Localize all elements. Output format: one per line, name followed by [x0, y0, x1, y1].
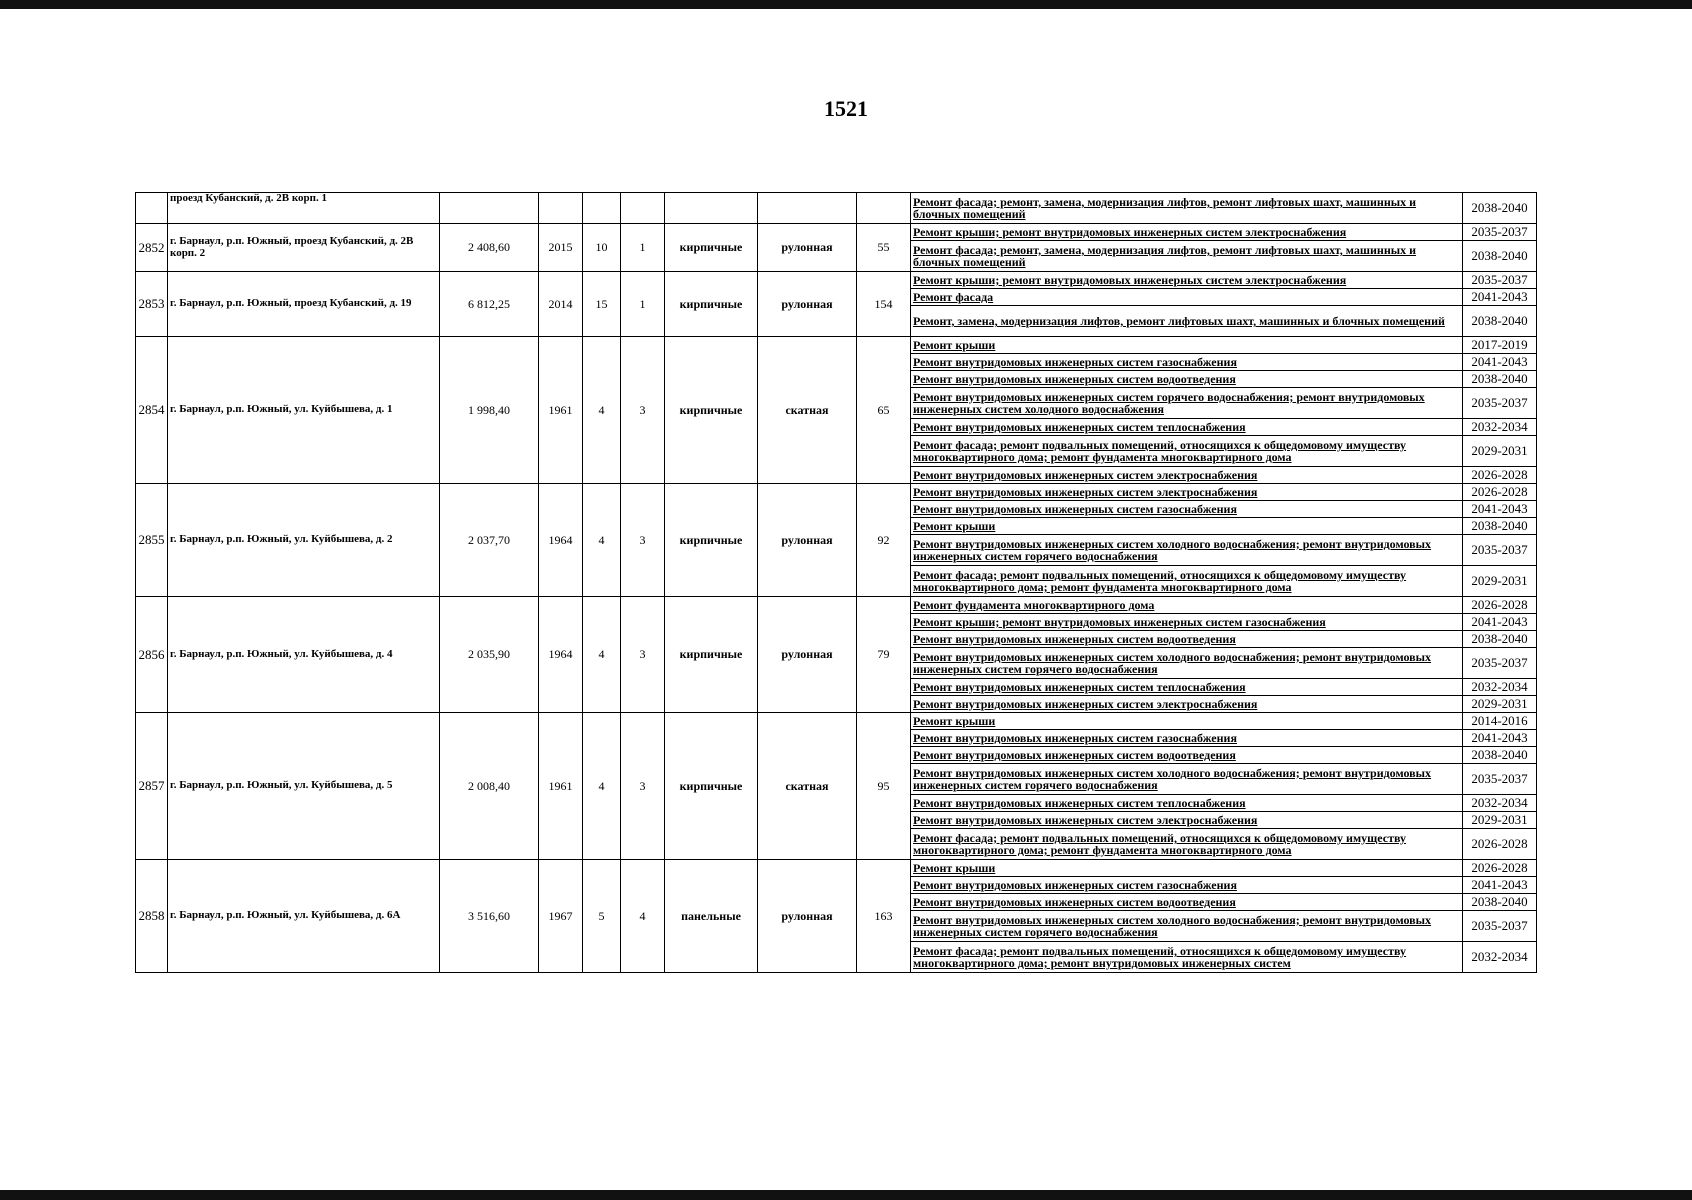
work-description-cell: Ремонт внутридомовых инженерных систем водоотведения [911, 631, 1463, 648]
work-period-cell: 2017-2019 [1463, 337, 1537, 354]
work-period-cell: 2032-2034 [1463, 942, 1537, 973]
work-description-cell: Ремонт крыши; ремонт внутридомовых инженерных систем электроснабжения [911, 272, 1463, 289]
area-cell: 6 812,25 [440, 272, 539, 337]
work-period-cell: 2041-2043 [1463, 730, 1537, 747]
floors-cell: 15 [583, 272, 621, 337]
address-cell: проезд Кубанский, д. 2В корп. 1 [168, 193, 440, 224]
roof-type-cell: скатная [758, 713, 857, 860]
house-number-cell: 2852 [136, 224, 168, 272]
work-period-cell: 2026-2028 [1463, 860, 1537, 877]
area-cell: 3 516,60 [440, 860, 539, 973]
work-period-cell: 2041-2043 [1463, 501, 1537, 518]
work-description-cell: Ремонт внутридомовых инженерных систем газоснабжения [911, 501, 1463, 518]
work-description-cell: Ремонт внутридомовых инженерных систем холодного водоснабжения; ремонт внутридомовых инженерных систем горячего водоснабжения [911, 535, 1463, 566]
entrances-cell: 3 [621, 337, 665, 484]
work-period-cell: 2032-2034 [1463, 795, 1537, 812]
work-period-cell: 2038-2040 [1463, 371, 1537, 388]
year-cell: 1964 [539, 484, 583, 597]
year-cell: 1961 [539, 713, 583, 860]
table-row [136, 597, 1537, 614]
work-period-cell: 2029-2031 [1463, 566, 1537, 597]
area-cell: 2 408,60 [440, 224, 539, 272]
address-cell: г. Барнаул, р.п. Южный, ул. Куйбышева, д. 2 [168, 484, 440, 597]
address-cell: г. Барнаул, р.п. Южный, ул. Куйбышева, д. 6А [168, 860, 440, 973]
work-description-cell: Ремонт крыши [911, 713, 1463, 730]
work-description-cell: Ремонт фасада [911, 289, 1463, 306]
work-description-cell: Ремонт фундамента многоквартирного дома [911, 597, 1463, 614]
house-number-cell: 2856 [136, 597, 168, 713]
roof-type-cell: рулонная [758, 224, 857, 272]
floors-cell [583, 193, 621, 224]
address-cell: г. Барнаул, р.п. Южный, ул. Куйбышева, д. 4 [168, 597, 440, 713]
roof-type-cell [758, 193, 857, 224]
work-period-cell: 2035-2037 [1463, 648, 1537, 679]
work-description-cell: Ремонт крыши [911, 518, 1463, 535]
work-period-cell: 2038-2040 [1463, 631, 1537, 648]
work-period-cell: 2035-2037 [1463, 764, 1537, 795]
work-period-cell: 2041-2043 [1463, 289, 1537, 306]
work-description-cell: Ремонт, замена, модернизация лифтов, ремонт лифтовых шахт, машинных и блочных помещений [911, 306, 1463, 337]
residents-cell: 154 [857, 272, 911, 337]
work-period-cell: 2041-2043 [1463, 877, 1537, 894]
residents-cell: 163 [857, 860, 911, 973]
work-description-cell: Ремонт внутридомовых инженерных систем газоснабжения [911, 354, 1463, 371]
table-row [136, 224, 1537, 241]
entrances-cell: 4 [621, 860, 665, 973]
house-number-cell: 2858 [136, 860, 168, 973]
roof-type-cell: скатная [758, 337, 857, 484]
table-row [136, 272, 1537, 289]
wall-material-cell: кирпичные [665, 272, 758, 337]
work-description-cell: Ремонт внутридомовых инженерных систем горячего водоснабжения; ремонт внутридомовых инженерных систем холодного водоснабжения [911, 388, 1463, 419]
scan-border-bottom [0, 1190, 1692, 1200]
address-cell: г. Барнаул, р.п. Южный, ул. Куйбышева, д. 1 [168, 337, 440, 484]
work-period-cell: 2032-2034 [1463, 419, 1537, 436]
floors-cell: 4 [583, 597, 621, 713]
roof-type-cell: рулонная [758, 272, 857, 337]
area-cell [440, 193, 539, 224]
work-period-cell: 2029-2031 [1463, 436, 1537, 467]
page-number: 1521 [824, 96, 868, 121]
work-description-cell: Ремонт крыши [911, 337, 1463, 354]
work-description-cell: Ремонт внутридомовых инженерных систем холодного водоснабжения; ремонт внутридомовых инженерных систем горячего водоснабжения [911, 911, 1463, 942]
work-description-cell: Ремонт внутридомовых инженерных систем теплоснабжения [911, 679, 1463, 696]
work-period-cell: 2026-2028 [1463, 829, 1537, 860]
work-period-cell: 2035-2037 [1463, 911, 1537, 942]
entrances-cell [621, 193, 665, 224]
work-description-cell: Ремонт фасада; ремонт, замена, модернизация лифтов, ремонт лифтовых шахт, машинных и блочных помещений [911, 193, 1463, 224]
year-cell: 1961 [539, 337, 583, 484]
work-description-cell: Ремонт внутридомовых инженерных систем водоотведения [911, 747, 1463, 764]
repair-schedule-table [135, 192, 1537, 973]
entrances-cell: 1 [621, 224, 665, 272]
entrances-cell: 3 [621, 597, 665, 713]
floors-cell: 10 [583, 224, 621, 272]
year-cell [539, 193, 583, 224]
work-period-cell: 2035-2037 [1463, 272, 1537, 289]
work-period-cell: 2032-2034 [1463, 679, 1537, 696]
residents-cell: 55 [857, 224, 911, 272]
work-period-cell: 2026-2028 [1463, 597, 1537, 614]
work-period-cell: 2041-2043 [1463, 354, 1537, 371]
work-period-cell: 2035-2037 [1463, 388, 1537, 419]
work-description-cell: Ремонт внутридомовых инженерных систем теплоснабжения [911, 795, 1463, 812]
work-description-cell: Ремонт внутридомовых инженерных систем электроснабжения [911, 812, 1463, 829]
roof-type-cell: рулонная [758, 860, 857, 973]
address-cell: г. Барнаул, р.п. Южный, ул. Куйбышева, д. 5 [168, 713, 440, 860]
area-cell: 2 008,40 [440, 713, 539, 860]
residents-cell: 65 [857, 337, 911, 484]
work-period-cell: 2038-2040 [1463, 306, 1537, 337]
entrances-cell: 3 [621, 484, 665, 597]
table-row [136, 193, 1537, 224]
work-description-cell: Ремонт внутридомовых инженерных систем электроснабжения [911, 696, 1463, 713]
area-cell: 1 998,40 [440, 337, 539, 484]
work-description-cell: Ремонт внутридомовых инженерных систем теплоснабжения [911, 419, 1463, 436]
work-period-cell: 2029-2031 [1463, 696, 1537, 713]
work-description-cell: Ремонт крыши [911, 860, 1463, 877]
roof-type-cell: рулонная [758, 484, 857, 597]
table-row [136, 713, 1537, 730]
work-period-cell: 2041-2043 [1463, 614, 1537, 631]
residents-cell: 92 [857, 484, 911, 597]
work-description-cell: Ремонт внутридомовых инженерных систем газоснабжения [911, 730, 1463, 747]
work-period-cell: 2026-2028 [1463, 484, 1537, 501]
wall-material-cell: кирпичные [665, 484, 758, 597]
work-description-cell: Ремонт фасада; ремонт подвальных помещений, относящихся к общедомовому имуществу многоквартирного дома; ремонт внутридомовых инженерных систем [911, 942, 1463, 973]
wall-material-cell: кирпичные [665, 597, 758, 713]
table-row [136, 860, 1537, 877]
work-description-cell: Ремонт крыши; ремонт внутридомовых инженерных систем электроснабжения [911, 224, 1463, 241]
address-cell: г. Барнаул, р.п. Южный, проезд Кубанский, д. 2В корп. 2 [168, 224, 440, 272]
work-period-cell: 2029-2031 [1463, 812, 1537, 829]
work-period-cell: 2038-2040 [1463, 894, 1537, 911]
work-period-cell: 2038-2040 [1463, 193, 1537, 224]
work-period-cell: 2038-2040 [1463, 747, 1537, 764]
work-period-cell: 2035-2037 [1463, 224, 1537, 241]
year-cell: 2015 [539, 224, 583, 272]
residents-cell: 79 [857, 597, 911, 713]
table-row [136, 337, 1537, 354]
entrances-cell: 1 [621, 272, 665, 337]
residents-cell [857, 193, 911, 224]
house-number-cell: 2854 [136, 337, 168, 484]
work-description-cell: Ремонт внутридомовых инженерных систем водоотведения [911, 371, 1463, 388]
year-cell: 1967 [539, 860, 583, 973]
work-description-cell: Ремонт внутридомовых инженерных систем водоотведения [911, 894, 1463, 911]
wall-material-cell: кирпичные [665, 337, 758, 484]
residents-cell: 95 [857, 713, 911, 860]
work-description-cell: Ремонт внутридомовых инженерных систем газоснабжения [911, 877, 1463, 894]
house-number-cell: 2855 [136, 484, 168, 597]
work-period-cell: 2035-2037 [1463, 535, 1537, 566]
year-cell: 1964 [539, 597, 583, 713]
house-number-cell: 2853 [136, 272, 168, 337]
area-cell: 2 035,90 [440, 597, 539, 713]
work-description-cell: Ремонт внутридомовых инженерных систем электроснабжения [911, 484, 1463, 501]
work-period-cell: 2026-2028 [1463, 467, 1537, 484]
work-description-cell: Ремонт фасада; ремонт подвальных помещений, относящихся к общедомовому имуществу многоквартирного дома; ремонт фундамента многоквартирного дома [911, 829, 1463, 860]
floors-cell: 5 [583, 860, 621, 973]
house-number-cell [136, 193, 168, 224]
work-description-cell: Ремонт внутридомовых инженерных систем холодного водоснабжения; ремонт внутридомовых инженерных систем горячего водоснабжения [911, 764, 1463, 795]
roof-type-cell: рулонная [758, 597, 857, 713]
address-cell: г. Барнаул, р.п. Южный, проезд Кубанский, д. 19 [168, 272, 440, 337]
house-number-cell: 2857 [136, 713, 168, 860]
work-period-cell: 2014-2016 [1463, 713, 1537, 730]
floors-cell: 4 [583, 337, 621, 484]
area-cell: 2 037,70 [440, 484, 539, 597]
scan-border-top [0, 0, 1692, 9]
work-description-cell: Ремонт фасада; ремонт подвальных помещений, относящихся к общедомовому имуществу многоквартирного дома; ремонт фундамента многоквартирного дома [911, 566, 1463, 597]
year-cell: 2014 [539, 272, 583, 337]
work-description-cell: Ремонт фасада; ремонт подвальных помещений, относящихся к общедомовому имуществу многоквартирного дома; ремонт фундамента многоквартирного дома [911, 436, 1463, 467]
wall-material-cell: кирпичные [665, 713, 758, 860]
work-description-cell: Ремонт внутридомовых инженерных систем электроснабжения [911, 467, 1463, 484]
wall-material-cell: панельные [665, 860, 758, 973]
work-description-cell: Ремонт внутридомовых инженерных систем холодного водоснабжения; ремонт внутридомовых инженерных систем горячего водоснабжения [911, 648, 1463, 679]
wall-material-cell [665, 193, 758, 224]
work-period-cell: 2038-2040 [1463, 241, 1537, 272]
floors-cell: 4 [583, 484, 621, 597]
work-description-cell: Ремонт крыши; ремонт внутридомовых инженерных систем газоснабжения [911, 614, 1463, 631]
work-period-cell: 2038-2040 [1463, 518, 1537, 535]
wall-material-cell: кирпичные [665, 224, 758, 272]
entrances-cell: 3 [621, 713, 665, 860]
floors-cell: 4 [583, 713, 621, 860]
table-row [136, 484, 1537, 501]
table-body [136, 193, 1537, 973]
work-description-cell: Ремонт фасада; ремонт, замена, модернизация лифтов, ремонт лифтовых шахт, машинных и блочных помещений [911, 241, 1463, 272]
